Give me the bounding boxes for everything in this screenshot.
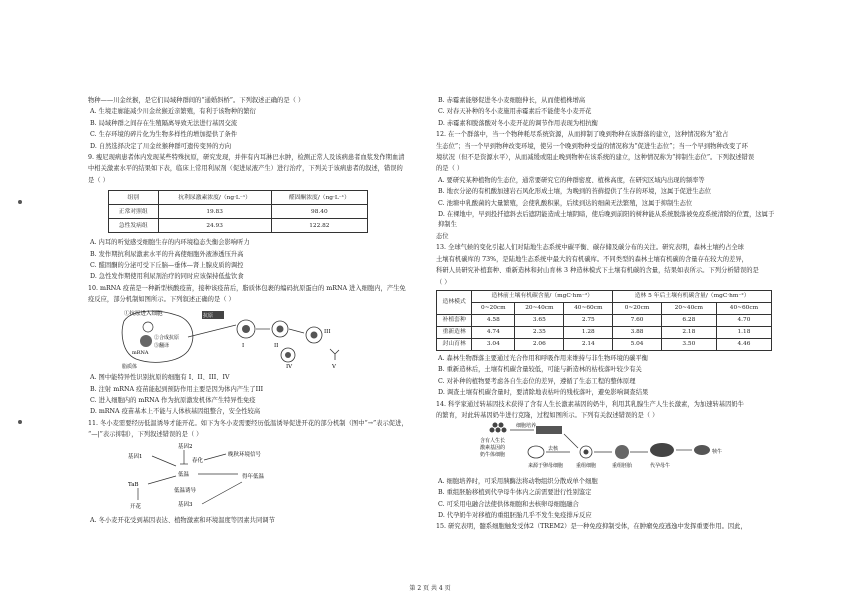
q10-figure — [118, 307, 358, 369]
q9-option-d: D. 急性发作期使用利尿剂治疗的同时应该保持低盐饮食 — [90, 273, 244, 281]
q14-fig-label: 激素基因的 — [480, 445, 506, 452]
q13-stem-4: （ ） — [436, 278, 451, 286]
q13-cell: 5.04 — [613, 338, 662, 350]
q8-option-b: B. 局域种群之间存在生殖隔离导致无法进行基因交流 — [90, 119, 238, 127]
q11-fig-label: 晚秋环境信号 — [228, 451, 262, 458]
q8-tail-line: 物种——川金丝猴，是它们局域种群间的“通婚斜桥”。下列叙述正确的是（ ） — [88, 97, 305, 104]
q12-stem-3: 境状况（但不是资源水平），从而减缓或阻止晚到物种在该系统的建立，这种情况称为“抑制生态位”。下列叙述错误 — [436, 154, 755, 162]
q9-table-header: 醛固酮浓度/（ng·L⁻¹） — [271, 191, 367, 205]
q14-fig-label: 来源于卵母细胞 — [528, 463, 564, 470]
q11-fig-label: TaB — [128, 481, 139, 488]
q14-stem-1: 14. 科学家通过转基因技术获得了含有人生长激素基因的奶牛，利用其乳腺生产人生长激素，为加速转基因奶牛 — [436, 400, 744, 408]
q13-cell: 3.88 — [613, 326, 662, 338]
q11-fig-label: 低温 — [178, 471, 190, 478]
q13-option-d: D. 调查土壤有机碳含量时，要清除地表枯叶的残枝落叶，避免影响调查结果 — [438, 389, 649, 397]
left-column — [88, 96, 426, 527]
q11-stem-2: “—|”表示抑制），下列叙述错误的是（ ） — [88, 431, 203, 439]
q10-fig-label: IV — [286, 363, 293, 369]
q11-stem-1: 11. 冬小麦需要经历低温诱导才能开花。如下为冬小麦需要经历低温诱导促进开花的部分机制（图中“→”表示促进， — [88, 419, 408, 427]
q13-cell: 2.75 — [564, 314, 613, 326]
q13-option-a: A. 森林生物群落主要通过光合作用和呼吸作用来维持与非生物环境的碳平衡 — [438, 354, 649, 362]
q14-fig-label: 奶牛体细胞 — [480, 452, 506, 459]
q10-fig-label: 脂质体 — [122, 363, 138, 369]
q13-cell: 3.04 — [472, 338, 515, 350]
q13-cell: 6.28 — [661, 314, 716, 326]
q13-cell: 3.65 — [515, 314, 564, 326]
q13-stem-3: 科研人员研究补植套种、重新造林和封山育林 3 种造林模式下土壤有机碳的含量，结果如表所示。下列分析错误的是 — [436, 267, 759, 275]
q11-figure — [118, 442, 358, 512]
q8-option-c: C. 生存环境的碎片化为生物多样性的增加提供了条件 — [90, 131, 238, 139]
q14-fig-label: 细胞培养 — [516, 423, 537, 430]
q13-stem-1: 13. 全球气候的变化引起人们对陆地生态系统中碳平衡、碳存储及碳分布的关注。研究表明，森林土壤约占全球 — [436, 244, 744, 252]
q11-fig-label: 得年低温 — [242, 473, 265, 480]
q10-option-d: D. mRNA 疫苗基本上不能与人体核基因组整合，安全性较高 — [90, 408, 261, 416]
page-footer: 第 2 页 共 4 页 — [409, 585, 451, 592]
q9-option-b: B. 发作期抗利尿激素水平的升高使细胞外液渗透压升高 — [90, 250, 244, 258]
q11-fig-label: 基因3 — [178, 501, 193, 508]
q13-depth: 0~20cm — [472, 302, 515, 314]
q10-fig-label: I — [242, 342, 245, 349]
q9-table-cell: 正常对照组 — [109, 205, 159, 219]
q14-fig-label: 犊牛 — [712, 449, 723, 456]
q9-option-a: A. 内耳的听觉感受细胞生存的内环境稳态失衡会影响听力 — [90, 239, 250, 247]
q13-option-b: B. 重新造林后，土壤有机碳含量较低，可能与新造林的枯枝落叶较少有关 — [438, 366, 642, 374]
q13-depth: 40~60cm — [716, 302, 771, 314]
q8-option-d: D. 自然选择决定了川金丝猴种群可遗传变异的方向 — [90, 142, 232, 150]
q13-stem-2: 土壤有机碳库的 73%，是陆地生态系统中最大的有机碳库。不同类型的森林土壤有机碳的含量存在较大的差异， — [436, 255, 748, 263]
q11-fig-label: 春化 — [192, 457, 204, 464]
q13-cell: 2.35 — [515, 326, 564, 338]
q13-depth: 20~40cm — [515, 302, 564, 314]
q11-option-b: B. 赤霉素能够促进冬小麦细胞伸长，从而使植株增高 — [438, 97, 586, 104]
q14-fig-label: 去核 — [548, 446, 559, 453]
q13-cell: 4.46 — [716, 338, 771, 350]
q14-figure — [476, 422, 756, 472]
q13-depth: 0~20cm — [613, 302, 662, 314]
q14-option-b: B. 重组胚胎移植到代孕母牛体内之前需要进行性别鉴定 — [438, 489, 592, 497]
q13-cell: 7.60 — [613, 314, 662, 326]
q11-option-d: D. 赤霉素和脱落酸对冬小麦开花的调节作用表现为相抗衡 — [438, 119, 598, 127]
q9-option-c: C. 醛固酮的分泌可受下丘脑—垂体—肾上腺皮质的调控 — [90, 262, 244, 270]
q13-cell: 1.18 — [716, 326, 771, 338]
q9-table-header: 抗利尿激素浓度/（ng·L⁻¹） — [158, 191, 271, 205]
q10-stem-2: 疫反应，部分机制如图所示。下列叙述正确的是（ ） — [88, 296, 235, 304]
q13-depth: 40~60cm — [564, 302, 613, 314]
q13-option-c: C. 对补种的植物要考虑各自生态位的差异，遵循了生态工程的整体原理 — [438, 377, 636, 385]
q13-table-header: 造林 5 年后土壤有机碳含量/（mgC·hm⁻²） — [613, 290, 772, 302]
binding-hole — [18, 200, 22, 204]
q10-option-a: A. 图中能特异性识别抗原的细胞有 I、II、III、IV — [90, 374, 230, 382]
q13-cell: 3.50 — [661, 338, 716, 350]
q13-table-header: 造林前土壤有机碳含量/（mgC·hm⁻²） — [472, 290, 613, 302]
q13-cell: 2.14 — [564, 338, 613, 350]
q13-cell: 4.74 — [472, 326, 515, 338]
q12-stem-2: 生态位”；当一个早到物种改变环境，使另一个晚到物种受益的情况称为“促进生态位”；当一个早到物种改变了环 — [436, 142, 748, 150]
q12-option-d: D. 在裸地中，早到投扦遮斜去后遮阴能造成土壤阴暗，使后晚到前阳的树种能从系统脱落被免疫系统清除的位置，这属于抑制生 — [438, 211, 775, 229]
q13-table — [436, 290, 772, 351]
q12-stem-1: 12. 在一个群落中，当一个物种耗尽系统资源，从而抑制了晚到物种在该群落的建立，这种情况称为“抢占 — [436, 131, 729, 139]
q10-fig-label: ①抗原进入细胞 — [124, 310, 163, 317]
q14-option-a: A. 细胞培养时，可采用胰酶法将动物组织分散成单个细胞 — [438, 477, 598, 485]
q12-stem-4: 的是（ ） — [436, 165, 464, 173]
q13-cell: 2.06 — [515, 338, 564, 350]
q10-fig-label: ②合成抗原 — [154, 334, 180, 341]
q10-fig-label: ③翻译 — [154, 342, 170, 349]
q13-cell: 2.18 — [661, 326, 716, 338]
q12-option-b: B. 地衣分泌的有机酸加速岩石风化形成土壤，为晚到的苔藓提供了生存的环境，这属于促进生态位 — [438, 188, 712, 196]
q11-fig-label: 基因1 — [128, 453, 143, 460]
q10-fig-label: II — [274, 342, 279, 349]
q13-cell: 封山育林 — [437, 338, 472, 350]
q13-cell: 4.58 — [472, 314, 515, 326]
q10-fig-label: III — [324, 328, 331, 335]
q9-stem-3: 是（ ） — [88, 176, 109, 184]
q12-option-d-cont: 态位 — [436, 232, 449, 240]
q13-table-header: 造林模式 — [437, 290, 472, 314]
q13-cell: 1.28 — [564, 326, 613, 338]
right-column — [436, 96, 778, 534]
q12-option-a: A. 要研究某种植物的生态位，通常要研究它的种群密度、植株高度，在研究区域内出现的频率等 — [438, 176, 705, 184]
q14-fig-label: 含有人生长 — [480, 438, 506, 445]
q13-cell: 4.70 — [716, 314, 771, 326]
q14-option-d: D. 代孕奶牛对移植的重组胚胎几乎不发生免疫排斥反应 — [438, 511, 592, 519]
q9-stem-2: 中相关激素水平的结果如下表，临床上常用利尿剂（促进尿液产生）进行治疗，下列关于该病患者的叙述，错误的 — [88, 165, 403, 173]
q10-stem-1: 10. mRNA 疫苗是一种新型核酸疫苗，接种该疫苗后，脂质体包裹的编码抗原蛋白的 mRNA 进入细胞内，产生免 — [88, 284, 406, 292]
binding-hole — [18, 420, 22, 424]
q14-stem-2: 的繁育，对此转基因奶牛进行克隆，过程如图所示。下列有关叙述错误的是（ ） — [436, 411, 659, 419]
q11-fig-label: 低温诱导 — [174, 487, 197, 494]
q9-table-cell: 24.93 — [158, 219, 271, 233]
q9-stem-1: 9. 瘦尼现病患者体内发现某些特殊抗原，研究发现，并伴有内耳淋巴水肿，检测正常人及该病患者血浆发作期血清 — [88, 154, 405, 162]
q13-depth: 20~40cm — [661, 302, 716, 314]
q11-option-c: C. 对春天补种的冬小麦施用赤霉素后不能使冬小麦开花 — [438, 108, 592, 116]
q14-fig-label: 重组胚胎 — [612, 463, 633, 470]
q13-cell: 补植套种 — [437, 314, 472, 326]
q9-table-cell: 19.83 — [158, 205, 271, 219]
q8-option-a: A. 生境走廊能减少川金丝猴近亲繁殖，有利于该物种的繁衍 — [90, 108, 256, 116]
q14-fig-label: 代孕母牛 — [650, 463, 671, 470]
q10-fig-label: V — [332, 363, 336, 369]
q11-option-a: A. 冬小麦开花受到基因表达、植物激素和环境温度等因素共同调节 — [90, 516, 275, 524]
q9-table-header: 组别 — [109, 191, 159, 205]
q10-fig-label: mRNA — [132, 349, 149, 356]
q15-stem: 15. 研究表明，髓系细胞触发受体2（TREM2）是一种免疫抑制受体，在肿瘤免疫逃逸中发挥重要作用。因此， — [436, 523, 747, 531]
q12-option-c: C. 池塘中乳酸菌的大量繁殖，会使乳酸积累，后续到达的细菌无法繁殖，这属于抑制生态位 — [438, 199, 693, 207]
q10-option-c: C. 进入细胞内的 mRNA 作为抗原激发机体产生特异性免疫 — [90, 396, 256, 404]
q13-cell: 重新造林 — [437, 326, 472, 338]
q9-table-cell: 122.82 — [271, 219, 367, 233]
q11-fig-label: 开花 — [130, 503, 142, 510]
q10-option-b: B. 注射 mRNA 疫苗能起到预防作用主要是因为体内产生了III — [90, 385, 264, 393]
q10-fig-label: 抗原 — [203, 312, 214, 319]
q11-fig-label: 基因2 — [178, 443, 193, 450]
q14-option-c: C. 可采用电融合法使供体细胞和去核卵母细胞融合 — [438, 500, 579, 508]
q14-fig-label: 重组细胞 — [576, 463, 597, 470]
q9-table-cell: 急性发病组 — [109, 219, 159, 233]
q9-table-cell: 98.40 — [271, 205, 367, 219]
q9-table — [108, 190, 368, 233]
